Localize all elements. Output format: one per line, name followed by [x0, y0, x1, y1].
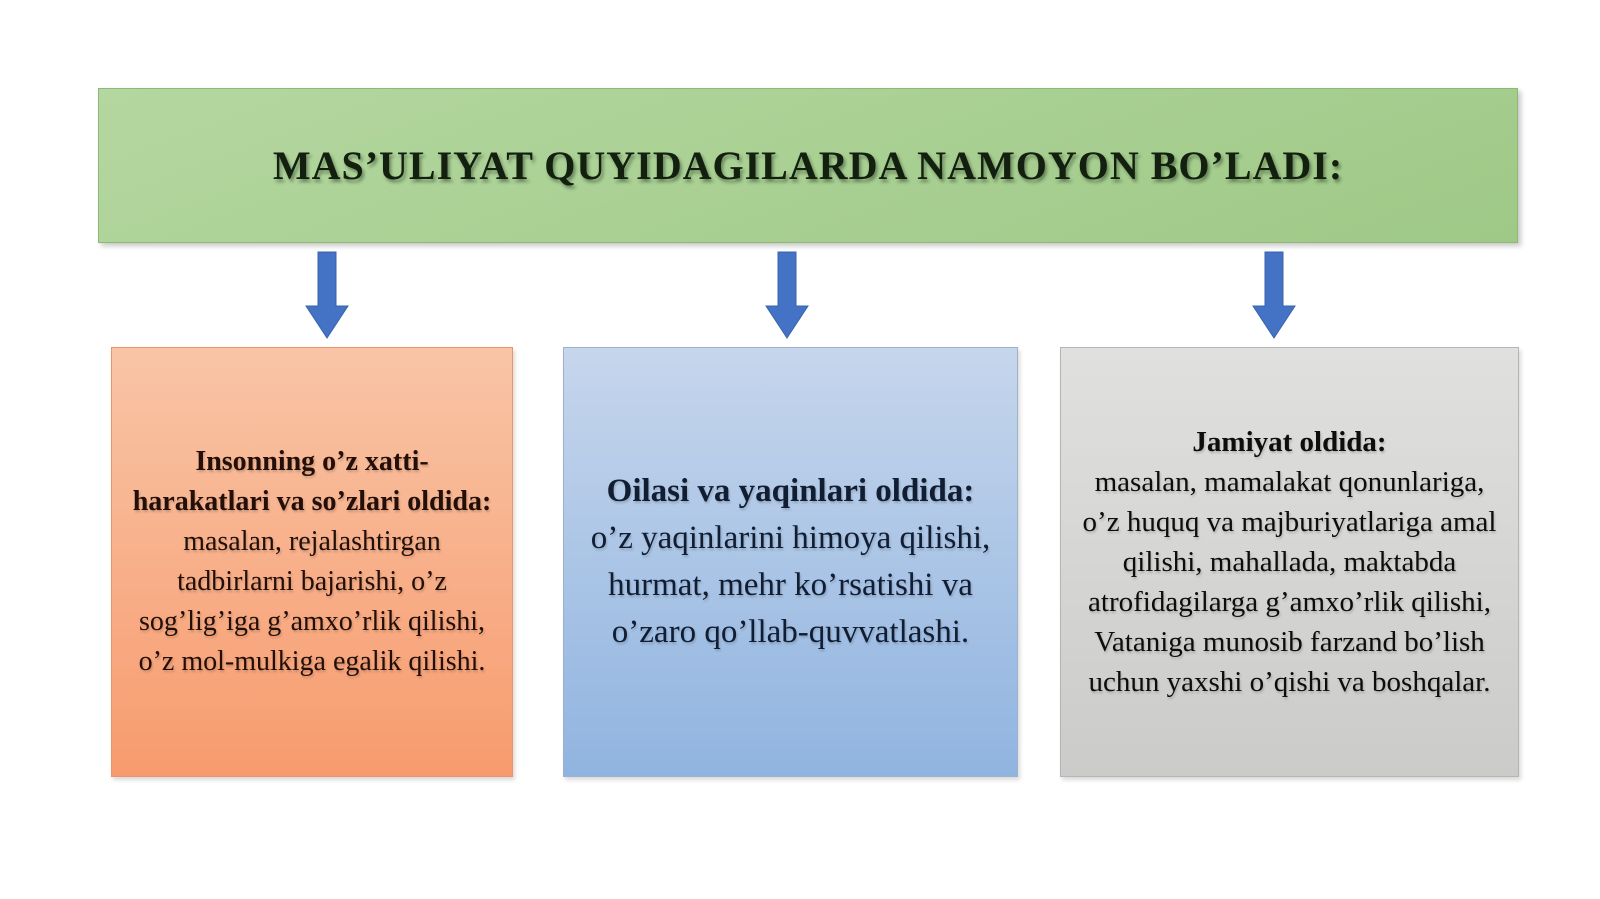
card-body: masalan, rejalashtirgan tadbirlarni bajarishi, o’z sog’lig’iga g’amxo’rlik qilishi, o’z mol-mulkiga egalik qilishi. — [138, 525, 486, 678]
card-self-responsibility — [111, 347, 513, 777]
card-society-responsibility — [1060, 347, 1519, 777]
card-text — [578, 468, 1003, 655]
card-text — [128, 442, 496, 682]
card-family-responsibility — [563, 347, 1018, 777]
title-banner — [98, 88, 1518, 243]
slide-title: MAS’ULIYAT QUYIDAGILARDA NAMOYON BO’LADI: — [272, 143, 1344, 188]
card-body: masalan, mamalakat qonunlariga, o’z huquq va majburiyatlariga amal qilishi, mahallada, maktabda atrofidagilarga g’amxo’rlik qilishi, Vataniga munosib farzand bo’lish uchun yaxshi o’qishi va boshqalar. — [1082, 465, 1497, 699]
card-heading: Jamiyat oldida: — [1192, 425, 1387, 458]
down-arrow-icon — [765, 251, 809, 339]
down-arrow-icon — [1252, 251, 1296, 339]
card-heading: Oilasi va yaqinlari oldida: — [606, 473, 975, 510]
card-text — [1079, 422, 1500, 702]
card-body: o’z yaqinlarini himoya qilishi, hurmat, mehr ko’rsatishi va o’zaro qo’llab-quvvatlashi. — [590, 520, 991, 650]
down-arrow-icon — [305, 251, 349, 339]
card-heading: Insonning o’z xatti-harakatlari va so’zlari oldida: — [132, 445, 492, 517]
